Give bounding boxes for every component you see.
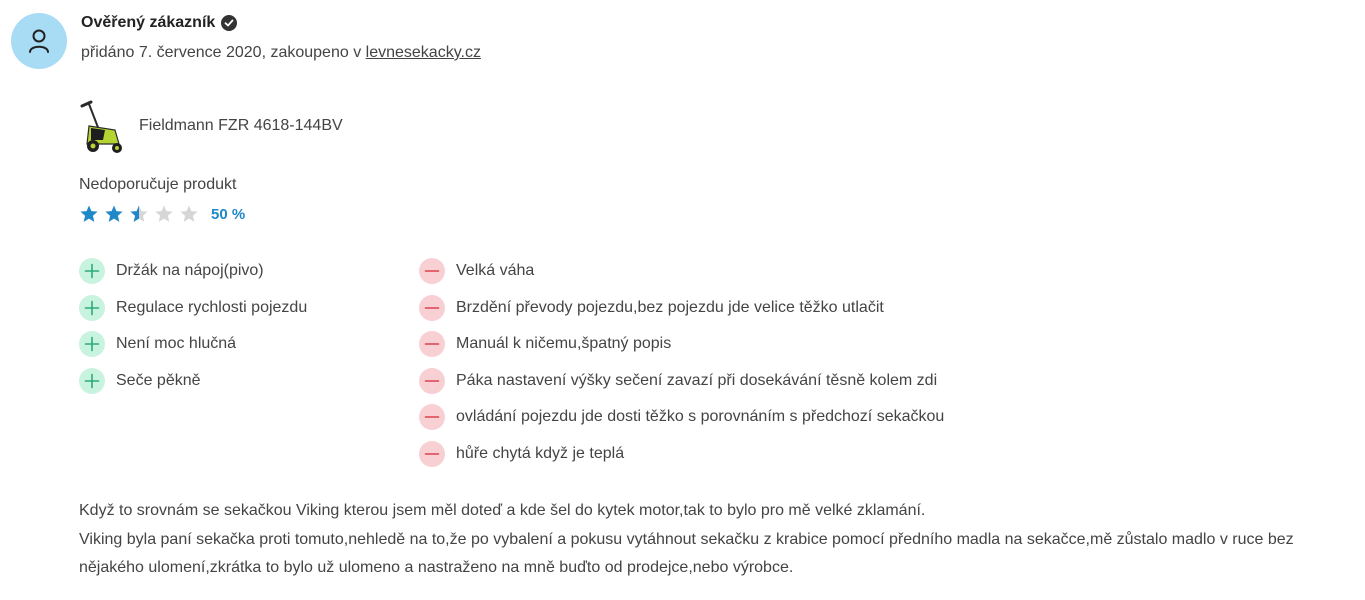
review-paragraph: Když to srovnám se sekačkou Viking kterou jsem měl doteď a kde šel do kytek motor,tak to bylo pro mě velké zklamání. [79,502,926,519]
reviewer-name: Ověřený zákazník [81,14,216,31]
plus-icon [79,368,105,394]
shop-link[interactable]: levnesekacky.cz [365,44,481,61]
user-icon [28,28,50,54]
minus-icon [419,368,445,394]
minus-icon [419,441,445,467]
minus-icon [419,404,445,430]
con-text: ovládání pojezdu jde dosti těžko s porovnáním s předchozí sekačkou [456,408,945,425]
con-text: Páka nastavení výšky sečení zavazí při dosekávání těsně kolem zdi [456,371,938,389]
pro-text: Seče pěkně [116,371,201,389]
con-text: Velká váha [456,262,535,279]
star-empty-icon [154,204,174,224]
product-image[interactable] [79,100,127,155]
con-item [419,295,944,321]
plus-icon [79,331,105,357]
lawn-mower-icon [79,100,127,155]
star-icon [79,204,99,224]
review-date-text: přidáno 7. července 2020, zakoupeno v [81,44,366,61]
star-icon [104,204,124,224]
minus-icon [419,295,445,321]
cons-list [419,258,944,477]
con-text: Brzdění převody pojezdu,bez pojezdu jde velice těžko utlačit [456,298,884,316]
pros-list [79,258,307,404]
review-body [79,497,1344,583]
star-empty-icon [179,204,199,224]
pro-item [79,295,307,321]
pro-item [79,331,307,357]
pro-item [79,258,307,284]
con-item [419,368,944,394]
pro-text: Není moc hlučná [116,335,237,352]
star-half-icon [129,204,149,224]
pro-text: Držák na nápoj(pivo) [116,262,264,279]
plus-icon [79,295,105,321]
con-item [419,441,944,467]
pro-text: Regulace rychlosti pojezdu [116,298,308,316]
rating-percent: 50 % [211,205,246,223]
con-text: Manuál k ničemu,špatný popis [456,335,672,352]
star-rating [79,204,245,224]
verified-check-icon [221,15,237,31]
con-text: hůře chytá když je teplá [456,444,625,462]
recommendation-label: Nedoporučuje produkt [79,176,237,193]
minus-icon [419,258,445,284]
con-item [419,258,944,284]
product-name[interactable]: Fieldmann FZR 4618-144BV [139,117,343,134]
con-item [419,404,944,430]
pro-item [79,368,307,394]
review-meta [81,44,481,62]
plus-icon [79,258,105,284]
review-paragraph: Viking byla paní sekačka proti tomuto,nehledě na to,že po vybalení a pokusu vytáhnout sekačku z krabice pomocí předního madla na sekačce,mě zůstalo madlo v ruce bez nějakého ulomení,zkrátka to bylo už ulomeno a nastraženo na mně buďto od prodejce,nebo výrobce. [79,530,1294,576]
reviewer-name-row [81,14,237,32]
minus-icon [419,331,445,357]
avatar [11,13,67,69]
con-item [419,331,944,357]
